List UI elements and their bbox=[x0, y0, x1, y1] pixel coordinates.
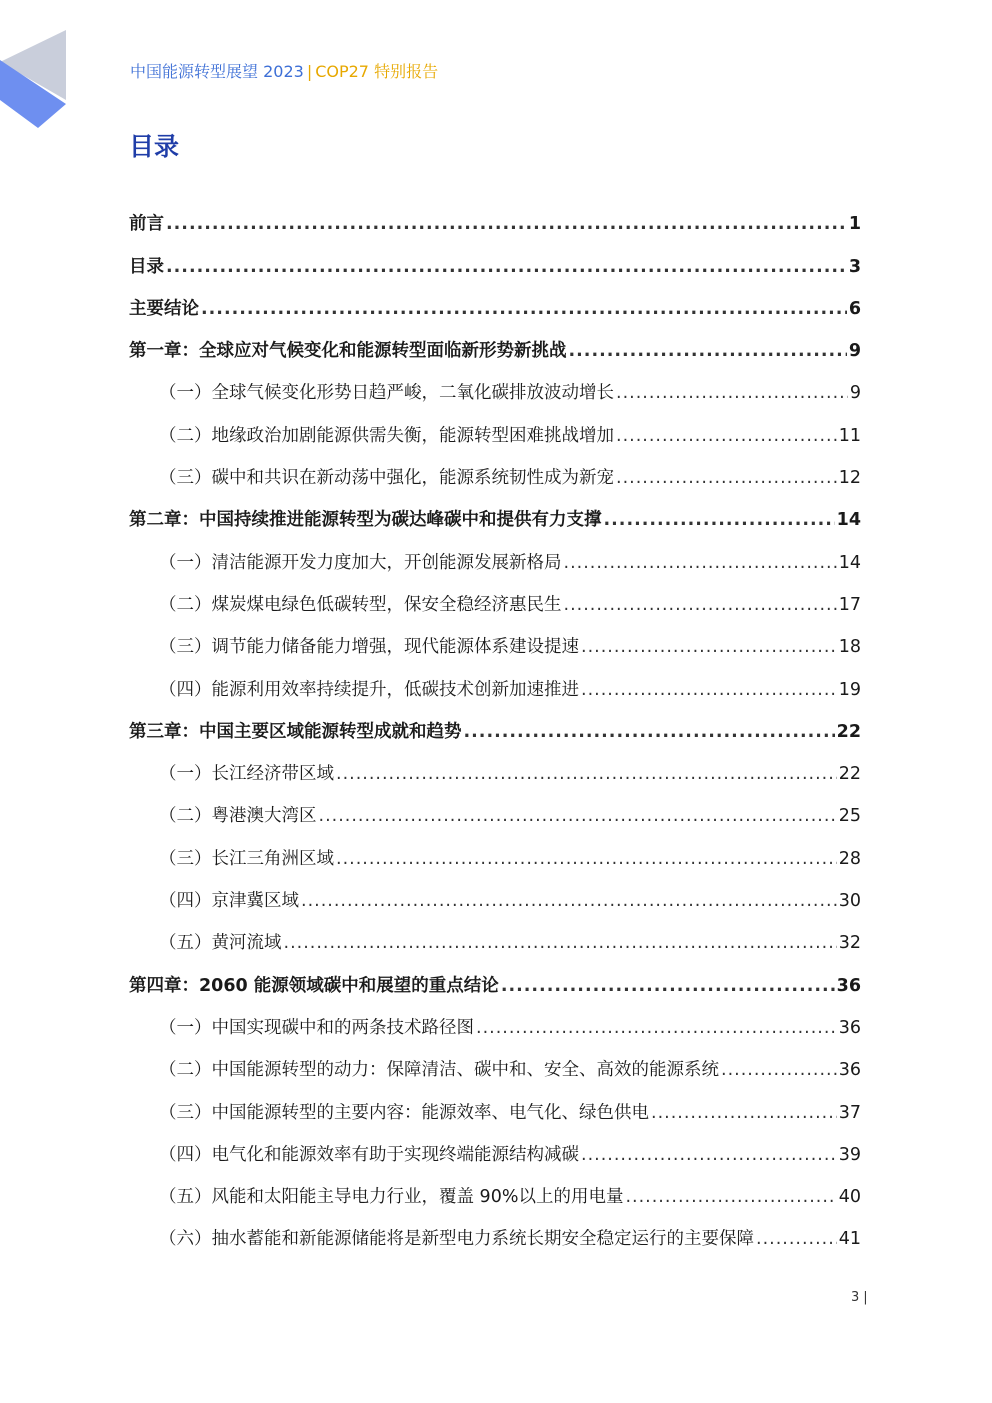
toc-dot-leader bbox=[319, 805, 837, 827]
toc-dot-leader bbox=[564, 552, 837, 574]
toc-entry-chapter[interactable] bbox=[129, 701, 861, 743]
toc-entry-section[interactable] bbox=[129, 658, 861, 700]
toc-entry-page: 36 bbox=[836, 975, 861, 996]
toc-dot-leader bbox=[166, 256, 847, 278]
toc-entry-section[interactable] bbox=[129, 743, 861, 785]
toc-entry-label: 第三章：中国主要区域能源转型成就和趋势 bbox=[129, 721, 462, 742]
toc-dot-leader bbox=[166, 213, 847, 235]
toc-entry-section[interactable] bbox=[129, 1039, 861, 1081]
toc-entry-page: 11 bbox=[838, 425, 861, 446]
toc-entry-label: （一）长江经济带区域 bbox=[159, 764, 334, 785]
toc-entry-chapter[interactable] bbox=[129, 193, 861, 235]
toc-entry-label: （一）中国实现碳中和的两条技术路径图 bbox=[159, 1017, 474, 1038]
toc-dot-leader bbox=[301, 890, 837, 912]
running-header bbox=[130, 59, 438, 82]
toc-entry-page: 17 bbox=[838, 594, 861, 615]
toc-entry-page: 22 bbox=[838, 764, 861, 785]
toc-dot-leader bbox=[476, 1017, 837, 1039]
toc-dot-leader bbox=[721, 1059, 837, 1081]
toc-entry-page: 14 bbox=[838, 552, 861, 573]
toc-entry-label: 前言 bbox=[129, 214, 164, 235]
toc-entry-label: （二）煤炭煤电绿色低碳转型，保安全稳经济惠民生 bbox=[159, 594, 562, 615]
toc-entry-section[interactable] bbox=[129, 1124, 861, 1166]
toc-entry-page: 6 bbox=[848, 298, 861, 319]
toc-entry-section[interactable] bbox=[129, 1166, 861, 1208]
toc-entry-page: 37 bbox=[838, 1102, 861, 1123]
header-separator: | bbox=[306, 62, 313, 81]
toc-entry-page: 18 bbox=[838, 637, 861, 658]
toc-entry-label: （二）地缘政治加剧能源供需失衡，能源转型困难挑战增加 bbox=[159, 425, 614, 446]
toc-dot-leader bbox=[616, 382, 848, 404]
toc-entry-label: （五）风能和太阳能主导电力行业，覆盖 90%以上的用电量 bbox=[159, 1187, 624, 1208]
toc-entry-section[interactable] bbox=[129, 404, 861, 446]
page-number-bar: | bbox=[863, 1290, 868, 1305]
toc-dot-leader bbox=[201, 298, 847, 320]
table-of-contents bbox=[129, 193, 861, 1250]
toc-entry-page: 39 bbox=[838, 1144, 861, 1165]
toc-entry-label: 第四章：2060 能源领域碳中和展望的重点结论 bbox=[129, 975, 499, 996]
toc-entry-page: 32 bbox=[838, 933, 861, 954]
toc-entry-label: 第二章：中国持续推进能源转型为碳达峰碳中和提供有力支撑 bbox=[129, 510, 602, 531]
toc-entry-label: （一）全球气候变化形势日趋严峻，二氧化碳排放波动增长 bbox=[159, 383, 614, 404]
toc-entry-chapter[interactable] bbox=[129, 954, 861, 996]
toc-entry-section[interactable] bbox=[129, 997, 861, 1039]
toc-entry-page: 3 bbox=[848, 256, 861, 277]
toc-dot-leader bbox=[604, 509, 835, 531]
toc-dot-leader bbox=[616, 467, 837, 489]
toc-entry-label: 第一章：全球应对气候变化和能源转型面临新形势新挑战 bbox=[129, 341, 567, 362]
toc-entry-section[interactable] bbox=[129, 362, 861, 404]
toc-entry-label: （三）长江三角洲区域 bbox=[159, 848, 334, 869]
toc-entry-label: 目录 bbox=[129, 256, 164, 277]
toc-entry-label: （六）抽水蓄能和新能源储能将是新型电力系统长期安全稳定运行的主要保障 bbox=[159, 1229, 754, 1250]
toc-entry-label: 主要结论 bbox=[129, 298, 199, 319]
toc-entry-chapter[interactable] bbox=[129, 320, 861, 362]
toc-entry-section[interactable] bbox=[129, 574, 861, 616]
toc-entry-label: （三）碳中和共识在新动荡中强化，能源系统韧性成为新宠 bbox=[159, 468, 614, 489]
toc-entry-page: 9 bbox=[849, 383, 861, 404]
report-subtitle: COP27 特别报告 bbox=[315, 62, 439, 81]
toc-dot-leader bbox=[564, 594, 837, 616]
toc-entry-chapter[interactable] bbox=[129, 235, 861, 277]
toc-entry-section[interactable] bbox=[129, 1081, 861, 1123]
toc-entry-page: 28 bbox=[838, 848, 861, 869]
page-number-value: 3 bbox=[851, 1290, 860, 1305]
toc-dot-leader bbox=[756, 1228, 837, 1250]
toc-entry-page: 12 bbox=[838, 468, 861, 489]
toc-dot-leader bbox=[284, 932, 837, 954]
toc-entry-page: 22 bbox=[836, 721, 861, 742]
toc-entry-page: 9 bbox=[848, 341, 861, 362]
page-number bbox=[851, 1290, 868, 1305]
toc-entry-label: （四）能源利用效率持续提升，低碳技术创新加速推进 bbox=[159, 679, 579, 700]
toc-entry-page: 36 bbox=[838, 1017, 861, 1038]
toc-entry-label: （三）调节能力储备能力增强，现代能源体系建设提速 bbox=[159, 637, 579, 658]
toc-entry-section[interactable] bbox=[129, 531, 861, 573]
toc-dot-leader bbox=[581, 1144, 837, 1166]
toc-dot-leader bbox=[501, 975, 835, 997]
toc-entry-page: 40 bbox=[838, 1187, 861, 1208]
toc-entry-section[interactable] bbox=[129, 870, 861, 912]
toc-entry-label: （一）清洁能源开发力度加大，开创能源发展新格局 bbox=[159, 552, 562, 573]
toc-entry-label: （二）中国能源转型的动力：保障清洁、碳中和、安全、高效的能源系统 bbox=[159, 1060, 719, 1081]
toc-entry-page: 41 bbox=[838, 1229, 861, 1250]
toc-dot-leader bbox=[651, 1102, 837, 1124]
toc-entry-section[interactable] bbox=[129, 447, 861, 489]
toc-entry-page: 1 bbox=[848, 214, 861, 235]
page-title: 目录 bbox=[129, 132, 180, 161]
toc-dot-leader bbox=[581, 679, 837, 701]
toc-entry-section[interactable] bbox=[129, 827, 861, 869]
toc-entry-page: 14 bbox=[836, 510, 861, 531]
toc-entry-label: （四）京津冀区域 bbox=[159, 891, 299, 912]
toc-dot-leader bbox=[625, 1186, 836, 1208]
toc-entry-page: 25 bbox=[838, 806, 861, 827]
toc-entry-label: （三）中国能源转型的主要内容：能源效率、电气化、绿色供电 bbox=[159, 1102, 649, 1123]
toc-dot-leader bbox=[616, 425, 837, 447]
toc-dot-leader bbox=[569, 340, 847, 362]
toc-entry-section[interactable] bbox=[129, 912, 861, 954]
toc-entry-chapter[interactable] bbox=[129, 278, 861, 320]
toc-entry-page: 36 bbox=[838, 1060, 861, 1081]
toc-entry-section[interactable] bbox=[129, 785, 861, 827]
toc-entry-section[interactable] bbox=[129, 616, 861, 658]
toc-dot-leader bbox=[336, 848, 837, 870]
toc-entry-label: （五）黄河流域 bbox=[159, 933, 282, 954]
toc-entry-page: 30 bbox=[838, 891, 861, 912]
toc-entry-chapter[interactable] bbox=[129, 489, 861, 531]
toc-dot-leader bbox=[336, 763, 837, 785]
report-title: 中国能源转型展望 2023 bbox=[130, 62, 304, 81]
toc-entry-section[interactable] bbox=[129, 1208, 861, 1250]
toc-dot-leader bbox=[581, 636, 837, 658]
toc-entry-label: （四）电气化和能源效率有助于实现终端能源结构减碳 bbox=[159, 1144, 579, 1165]
toc-entry-label: （二）粤港澳大湾区 bbox=[159, 806, 317, 827]
toc-entry-page: 19 bbox=[838, 679, 861, 700]
corner-decoration bbox=[0, 0, 70, 130]
toc-dot-leader bbox=[464, 721, 835, 743]
